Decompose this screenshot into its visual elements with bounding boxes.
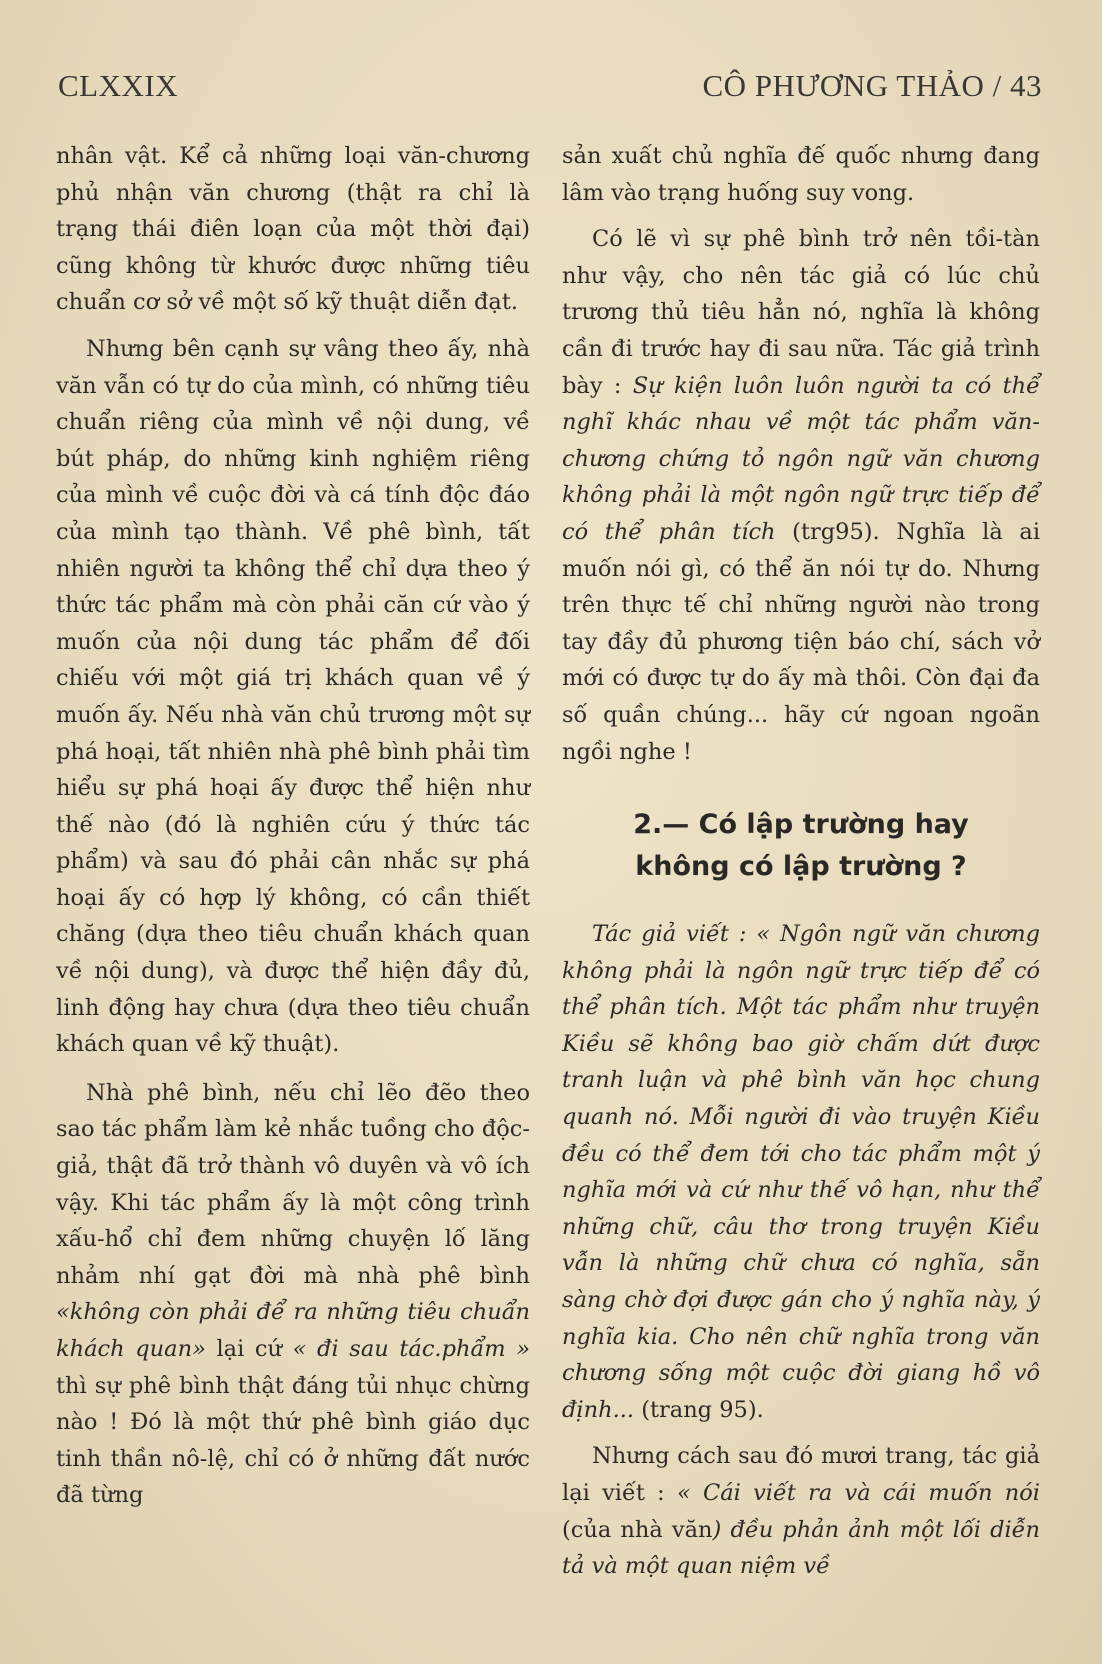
quoted-text: «không còn phải để ra những tiêu chuẩn khách quan» — [56, 1299, 530, 1362]
paragraph — [562, 1438, 1040, 1584]
quoted-text: ) đều phản ảnh một lối diễn tả và một quan niệm về — [562, 1516, 1040, 1580]
left-column — [56, 138, 530, 1514]
text-run: (của nhà văn — [562, 1516, 713, 1543]
paragraph — [562, 221, 1040, 770]
quoted-text: Tác giả viết : « Ngôn ngữ văn chương không phải là ngôn ngữ trực tiếp để có thể phân tích. Một tác phẩm như truyện Kiều sẽ không bao giờ chấm dứt được tranh luận và phê bình văn học chung quanh nó. Mỗi người đi vào truyện Kiều đều có thể đem tới cho tác phẩm một ý nghĩa mới và cứ như thế vô hạn, như thể những chữ, câu thơ trong truyện Kiều vẫn là những chữ chưa có nghĩa, sẵn sàng chờ đợi được gán cho ý nghĩa này, ý nghĩa kia. Cho nên chữ nghĩa trong văn chương sống một cuộc đời giang hồ vô định... — [562, 921, 1040, 1423]
quoted-text: « đi sau tác.phẩm » — [292, 1336, 531, 1362]
quoted-text: Sự kiện luôn luôn người ta có thể nghĩ khác nhau về một tác phẩm văn-chương chứng tỏ ngôn ngữ văn chương không phải là một ngôn ngữ trực tiếp để có thể phân tích — [562, 372, 1040, 545]
paragraph — [56, 1075, 530, 1514]
text-run: lại cứ — [205, 1336, 293, 1362]
chapter-number: CLXXIX — [58, 68, 179, 103]
right-column — [562, 138, 1040, 1585]
running-header — [58, 68, 1042, 108]
running-title-page-number: CÔ PHƯƠNG THẢO / 43 — [702, 68, 1042, 103]
quoted-text: « Cái viết ra và cái muốn nói — [676, 1480, 1040, 1506]
text-run: (trg95). Nghĩa là ai muốn nói gì, có thể ăn nói tự do. Nhưng trên thực tế chỉ những người nào trong tay đầy đủ phương tiện báo chí, sách vở mới có được tự do ấy mà thôi. Còn đại đa số quần chúng... hãy cứ ngoan ngoãn ngồi nghe ! — [562, 518, 1041, 765]
paragraph: Nhưng bên cạnh sự vâng theo ấy, nhà văn vẫn có tự do của mình, có những tiêu chuẩn riêng của mình về nội dung, về bút pháp, do những kinh nghiệm riêng của mình về cuộc đời và cá tính độc đáo của mình tạo thành. Về phê bình, tất nhiên người ta không thể chỉ dựa theo ý thức tác phẩm mà còn phải căn cứ vào ý muốn của nội dung tác phẩm để đối chiếu với một giá trị khách quan về ý muốn ấy. Nếu nhà văn chủ trương một sự phá hoại, tất nhiên nhà phê bình phải tìm hiểu sự phá hoại ấy được thể hiện như thế nào (đó là nghiên cứu ý thức tác phẩm) và sau đó phải cân nhắc sự phá hoại ấy có hợp lý không, có cần thiết chăng (dựa theo tiêu chuẩn khách quan về nội dung), và được thể hiện đầy đủ, linh động hay chưa (dựa theo tiêu chuẩn khách quan về kỹ thuật). — [56, 335, 530, 1058]
section-heading-line: không có lập trường ? — [635, 851, 967, 883]
text-run: Nhưng cách sau đó mươi trang, tác giả lại viết : — [562, 1443, 1040, 1506]
paragraph: sản xuất chủ nghĩa đế quốc nhưng đang lâm vào trạng huống suy vong. — [562, 143, 1040, 206]
paragraph: nhân vật. Kể cả những loại văn-chương phủ nhận văn chương (thật ra chỉ là trạng thái điên loạn của một thời đại) cũng không từ khước được những tiêu chuẩn cơ sở về một số kỹ thuật diễn đạt. — [56, 143, 530, 316]
text-run: (trang 95). — [634, 1396, 764, 1423]
section-heading — [562, 804, 1040, 888]
text-run: thì sự phê bình thật đáng tủi nhục chừng nào ! Đó là một thứ phê bình giáo dục tinh thần nô-lệ, chỉ có ở những đất nước đã từng — [56, 1372, 530, 1509]
text-run: Có lẽ vì sự phê bình trở nên tồi-tàn như vậy, cho nên tác giả có lúc chủ trương thủ tiêu hẳn nó, nghĩa là không cần đi trước hay đi sau nữa. Tác giả trình bày : — [562, 226, 1040, 399]
section-heading-line: 2.— Có lập trường hay — [633, 809, 969, 841]
text-run: Nhà phê bình, nếu chỉ lẽo đẽo theo sao tác phẩm làm kẻ nhắc tuồng cho độc-giả, thật đã trở thành vô duyên và vô ích vậy. Khi tác phẩm ấy là một công trình xấu-hổ chỉ đem những chuyện lố lăng nhảm nhí gạt đời mà nhà phê bình — [56, 1079, 530, 1289]
paragraph — [562, 916, 1040, 1428]
